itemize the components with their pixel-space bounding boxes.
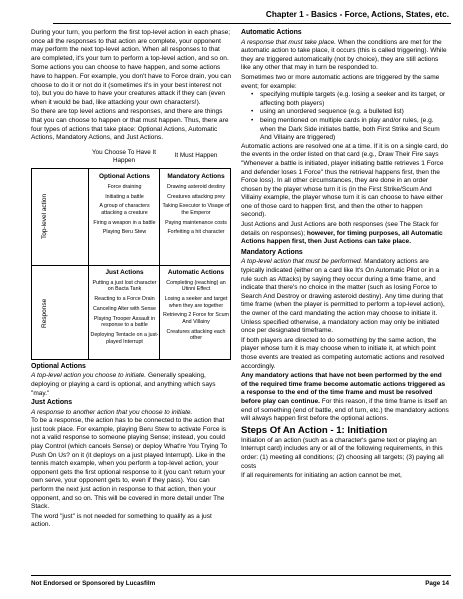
table-item: Forfeiting a hit character xyxy=(167,229,225,236)
column-header-you-choose: You Choose To Have It Happen xyxy=(91,148,157,164)
table-item: Reacting to a Force Drain xyxy=(94,296,155,303)
left-column xyxy=(31,29,231,531)
disclaimer: Not Endorsed or Sponsored by Lucasfilm xyxy=(31,580,156,587)
just-actions-paragraph: To be a response, the action has to be connected to the action that just took place. For example, playing Beru Stew to activate Force is not a valid response to someone playing Sense; instead, you could play Control (which cancels Sense) or deploy What're You Trying To Push On Us? on it (it deploys on a just played Interrupt). Like in the tennis match example, when you perform a top-level action, your opponent gets the first optional response to it (you can't return your own serve, your opponent gets to, even if they pass). You can perform the next just action in response to that action, then your opponent, and so on. This will be covered in more detail under The Stack. xyxy=(31,417,228,511)
page-footer xyxy=(0,575,463,595)
automatic-actions-paragraph: Sometimes two or more automatic actions are triggered by the same event; for example: xyxy=(241,73,440,90)
row-label-response: Response xyxy=(41,298,48,328)
table-item: Losing a seeker and target when they are together xyxy=(164,296,228,309)
table-item: Putting a just lost character on Bacta Tank xyxy=(92,279,157,293)
optional-actions-heading: Optional Actions xyxy=(31,362,86,370)
table-item: Completing (reaching) an Utinni Effect xyxy=(166,279,226,293)
mandatory-actions-paragraph xyxy=(241,258,449,335)
mandatory-actions-title: Mandatory Actions xyxy=(167,172,225,180)
optional-actions-definition: A top-level action you choose to initiate. xyxy=(31,372,147,380)
table-item: Retrieving 2 Force for Scum And Villainy xyxy=(163,312,229,326)
mandatory-actions-paragraph xyxy=(241,372,449,424)
mandatory-actions-text: Mandatory actions are typically indicated (either on a card like It's On Automatic Pilot or in a rule such as Attacks) by saying they occur during a time frame, and indicate that there's no choice in the matter (such as losing Force to Search And Destroy or drawing asteroid destiny). Any time during that time frame (when the player is permitted to perform a top-level action), the owner of the card mandating the action may choose to initiate it. Unless specified otherwise, a mandatory action may only be initiated once per designated timeframe. xyxy=(241,258,445,335)
column-header-must: It Must Happen xyxy=(174,151,218,159)
automatic-actions-text: When the conditions are met for the automatic action to take place, it occurs (this is called triggering). While they are triggered automatically (not by choice), they are still actions like any other that may in turn be responded to. xyxy=(241,38,447,72)
mandatory-actions-cell xyxy=(161,173,231,240)
just-actions-cell xyxy=(90,269,159,349)
table-item: Creatures attacking prey xyxy=(167,193,225,200)
chapter-title: Chapter 1 - Basics - Force, Actions, States, etc. xyxy=(265,10,449,19)
table-item: Creatures attacking each other xyxy=(166,328,226,342)
automatic-actions-paragraph: Automatic actions are resolved one at a time. If it is on a single card, do the events in the order listed on that card (e.g., Draw Their Fire says "Whenever a battle is initiated, player initiating battle retrieves 1 Force and defender loses 1 Force" thus the retrieval happens first, then the Force loss). In all other circumstances, they are done in an order chosen by the player whose turn it is (in the First Strike/Scum And Villainy example, the player whose turn it is can choose to have either one of those card to happen first, and then the other to happen second). xyxy=(241,142,449,219)
table-item: Firing a weapon in a battle xyxy=(93,219,156,226)
table-item: Playing Trooper Assault in response to a battle xyxy=(93,315,156,329)
just-actions-heading: Just Actions xyxy=(31,399,73,407)
steps-heading: Steps Of An Action - 1: Initiation xyxy=(241,424,388,436)
page-number: Page 14 xyxy=(425,580,449,587)
automatic-actions-paragraph xyxy=(241,221,449,247)
table-item: Force draining xyxy=(107,183,142,190)
table-item: Taking Executor to Visage of the Emperor xyxy=(162,203,230,216)
table-item: Drawing asteroid destiny xyxy=(167,183,225,190)
action-types-table xyxy=(31,146,231,360)
table-item: Deploying Tentacle on a just-played Interrupt xyxy=(90,332,159,345)
just-actions-definition: A response to another action that you choose to initiate. xyxy=(31,408,193,416)
intro-paragraph: So there are top level actions and responses, and there are things that you can choose to happen or that must happen. Thus, there are four types of actions that take place: Optional Actions, Automatic Actions, Mandatory Actions, and Just Actions. xyxy=(31,108,229,142)
table-item: A group of characters attacking a creature xyxy=(99,203,150,216)
list-item: • specifying multiple targets (e.g. losing a seeker and its target, or affecting both players) xyxy=(253,91,449,108)
mandatory-actions-paragraph: If both players are directed to do something by the same action, the player whose turn it is may choose when to initiate it, at which point those events are treated as competing automatic actions and resolved accordingly. xyxy=(241,336,445,370)
mandatory-bold-text: Any mandatory actions that have not been performed by the end of the required time frame become automatic actions triggered as a response to the end of the time frame and must be resolved before play can continue. xyxy=(241,372,446,405)
mandatory-tail-text: For this reason, if the time frame is itself an end of something (end of battle, end of turn, etc.) the mandatory actions will always happen first before the optional actions. xyxy=(241,397,449,423)
optional-actions-cell xyxy=(90,173,159,240)
timing-bold-text: however, for timing purposes, all Automatic Actions happen first, then Just Actions can take place. xyxy=(241,229,443,246)
table-item: Canceling Alter with Sense xyxy=(92,305,156,312)
steps-paragraph: Initiation of an action (such as a character's game text or playing an Interrupt card) includes any or all of the following requirements, in this order: (1) meeting all conditions; (2) choosing all targets; (3) paying all costs xyxy=(241,436,444,470)
table-item: Playing Beru Stew xyxy=(102,229,147,236)
mandatory-actions-definition: A top-level action that must be performed. xyxy=(241,258,363,266)
list-item: • using an unordered sequence (e.g. a bulleted list) xyxy=(253,108,449,117)
timing-text: Just Actions and Just Actions are both responses (see The Stack for details on responses); xyxy=(241,221,439,237)
automatic-actions-cell xyxy=(161,269,231,346)
automatic-actions-title: Automatic Actions xyxy=(167,268,225,276)
just-actions-paragraph: The word "just" is not needed for something to qualify as a just action. xyxy=(31,512,212,529)
automatic-actions-paragraph xyxy=(241,39,449,73)
intro-paragraph: During your turn, you perform the first top-level action in each phase; once all the responses to that action are complete, your opponent may perform the next top-level action. When all responses to that are completed, it's your turn to perform a top-level action, and so on. xyxy=(31,29,231,62)
footer-rule xyxy=(31,575,451,576)
automatic-actions-heading: Automatic Actions xyxy=(241,29,302,36)
table-item: Initiating a battle xyxy=(105,193,144,200)
just-actions-title: Just Actions xyxy=(105,268,144,276)
row-divider xyxy=(31,265,231,266)
automatic-actions-definition: A response that must take place. xyxy=(241,38,337,46)
list-item: • being mentioned on multiple cards in play and/or rules, (e.g. when the Dark Side initiates battle, both First Strike and Scum And Villainy are triggered) xyxy=(253,117,449,143)
right-column xyxy=(241,29,449,482)
optional-actions-title: Optional Actions xyxy=(99,172,150,180)
optional-actions-paragraph xyxy=(31,372,231,398)
intro-paragraph: Some actions you can choose to have happen, and some actions have to happen. For example, you don't have to Force drain, you can choose to do it or not do it (sometimes it's in your best interest not to), but you do have to have your creatures attack if they can (even when it would be bad, like attacking your own characters!). xyxy=(31,64,231,106)
mandatory-actions-heading: Mandatory Actions xyxy=(241,248,303,256)
trigger-list xyxy=(253,91,449,143)
table-item: Paying maintenance costs xyxy=(165,219,227,226)
optional-actions-text: Generally speaking, deploying or playing a card is optional, and anything which says "may." xyxy=(31,372,216,397)
header-rule xyxy=(53,23,451,24)
row-label-top-level: Top-level action xyxy=(41,193,48,239)
column-divider xyxy=(159,168,160,360)
steps-paragraph: If all requirements for initiating an action cannot be met, xyxy=(241,472,402,480)
page-header xyxy=(0,8,463,26)
